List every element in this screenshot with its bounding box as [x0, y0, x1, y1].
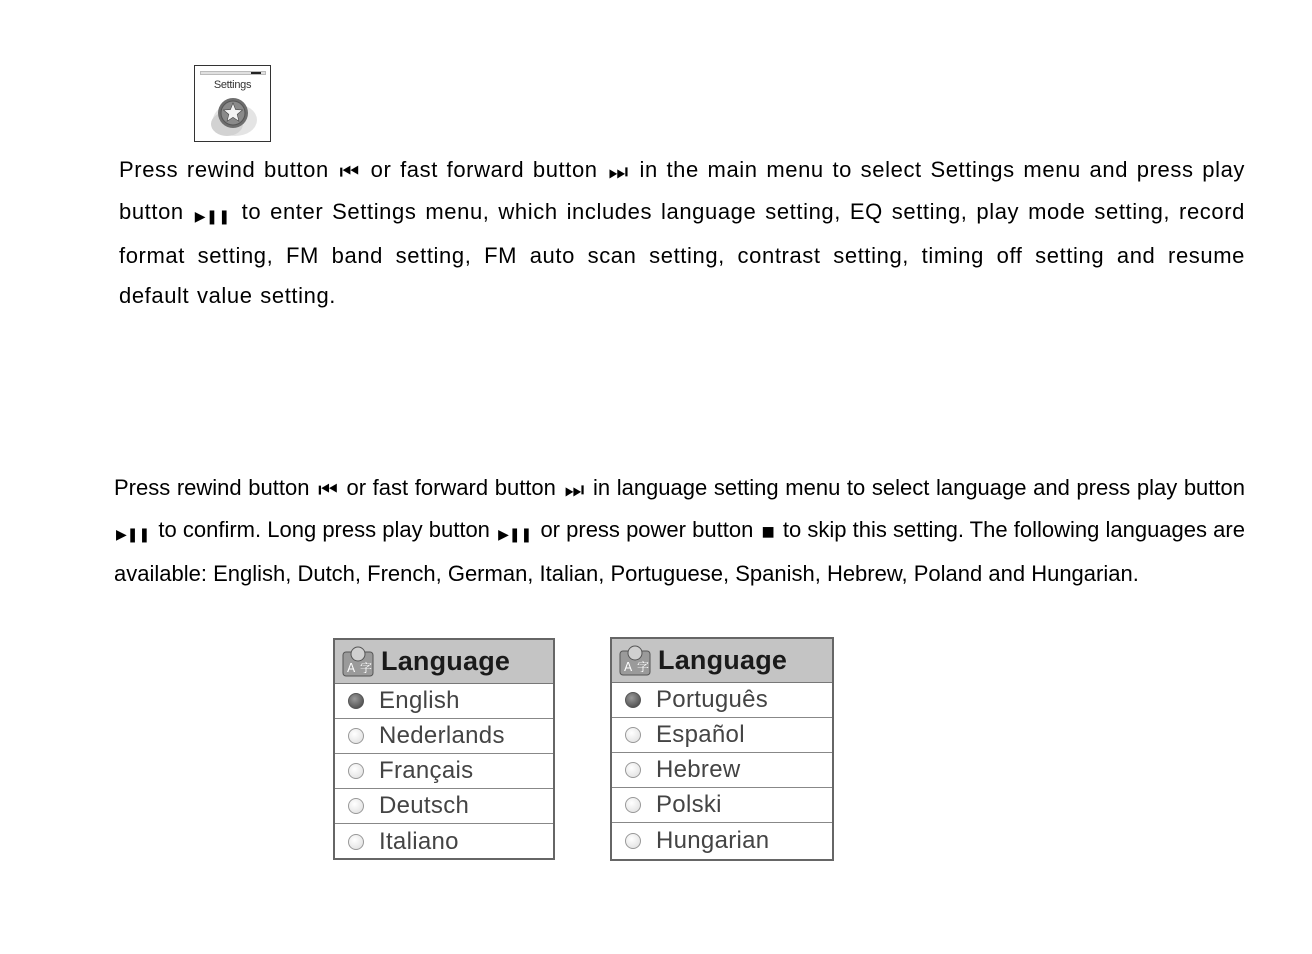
language-option-label: English: [379, 687, 460, 714]
svg-text:A: A: [624, 659, 633, 674]
fast-forward-icon: ⏭: [564, 477, 585, 502]
language-option-label: Français: [379, 757, 474, 784]
radio-icon[interactable]: [625, 833, 641, 849]
rewind-icon: ⏮: [339, 159, 360, 184]
paragraph2-text-6: to skip this setting. The following languages are available: English, Dutch, French, German, Italian, Portuguese, Spanish, Hebrew, Poland and Hungarian.: [114, 516, 1245, 587]
paragraph2-text-1: Press rewind button: [114, 475, 310, 500]
svg-text:字: 字: [360, 660, 373, 675]
language-option-label: Polski: [656, 791, 722, 818]
rewind-icon: ⏮: [318, 477, 338, 502]
fast-forward-icon: ⏭: [608, 159, 629, 184]
language-option-label: Deutsch: [379, 792, 470, 819]
radio-selected-icon[interactable]: [348, 693, 364, 709]
radio-icon[interactable]: [625, 762, 641, 778]
settings-menu-instructions: [119, 150, 1245, 316]
language-option[interactable]: [335, 719, 553, 754]
language-setting-instructions: [114, 468, 1245, 594]
stop-icon: ■: [761, 518, 775, 544]
language-option[interactable]: [612, 788, 832, 823]
play-pause-icon: ▶❚❚: [498, 525, 533, 542]
radio-selected-icon[interactable]: [625, 692, 641, 708]
language-option[interactable]: [612, 718, 832, 753]
paragraph2-text-5: or press power button: [540, 516, 754, 542]
paragraph1-text-3: in the main menu to select Settings menu and press play button: [119, 157, 1246, 224]
paragraph1-text-2: or fast forward button: [370, 157, 598, 182]
paragraph2-text-3: in language setting menu to select language and press play button: [592, 475, 1245, 500]
radio-icon[interactable]: [348, 834, 364, 850]
language-menu-panel: [610, 637, 834, 861]
svg-text:A: A: [347, 660, 356, 675]
language-menu-header: [335, 640, 553, 684]
language-option[interactable]: [335, 824, 553, 859]
language-menu-header: [612, 639, 832, 683]
paragraph2-text-2: or fast forward button: [346, 475, 556, 500]
radio-icon[interactable]: [348, 763, 364, 779]
language-option-label: Nederlands: [379, 722, 505, 749]
language-option[interactable]: [335, 754, 553, 789]
language-option[interactable]: [335, 789, 553, 824]
play-pause-icon: ▶❚❚: [194, 207, 231, 224]
radio-icon[interactable]: [625, 797, 641, 813]
svg-text:字: 字: [637, 659, 650, 674]
settings-icon-label: Settings: [213, 79, 252, 91]
language-globe-icon: [341, 646, 375, 678]
paragraph2-text-4: to confirm. Long press play button: [158, 516, 490, 542]
language-option[interactable]: [612, 753, 832, 788]
progress-bar: [200, 71, 266, 75]
paragraph1-text-1: Press rewind button: [119, 157, 329, 182]
settings-menu-icon: [194, 65, 271, 142]
language-option[interactable]: [612, 683, 832, 718]
settings-star-icon: [205, 94, 261, 138]
language-option-label: Italiano: [379, 827, 459, 855]
language-option-label: Español: [656, 721, 745, 748]
language-menu-title: Language: [658, 645, 788, 675]
radio-icon[interactable]: [348, 798, 364, 814]
language-option-label: Hungarian: [656, 826, 770, 854]
paragraph1-text-4: to enter Settings menu, which includes language setting, EQ setting, play mode setting, record format setting, FM band setting, FM auto scan setting, contrast setting, timing off setting and resume default value setting.: [119, 198, 1246, 309]
language-option-label: Português: [656, 686, 769, 713]
language-menu-title: Language: [381, 646, 511, 676]
language-option[interactable]: [612, 823, 832, 858]
language-globe-icon: [618, 645, 652, 677]
radio-icon[interactable]: [625, 727, 641, 743]
language-option[interactable]: [335, 684, 553, 719]
play-pause-icon: ▶❚❚: [116, 525, 151, 542]
language-option-label: Hebrew: [656, 756, 741, 783]
radio-icon[interactable]: [348, 728, 364, 744]
language-menu-panel: [333, 638, 555, 860]
